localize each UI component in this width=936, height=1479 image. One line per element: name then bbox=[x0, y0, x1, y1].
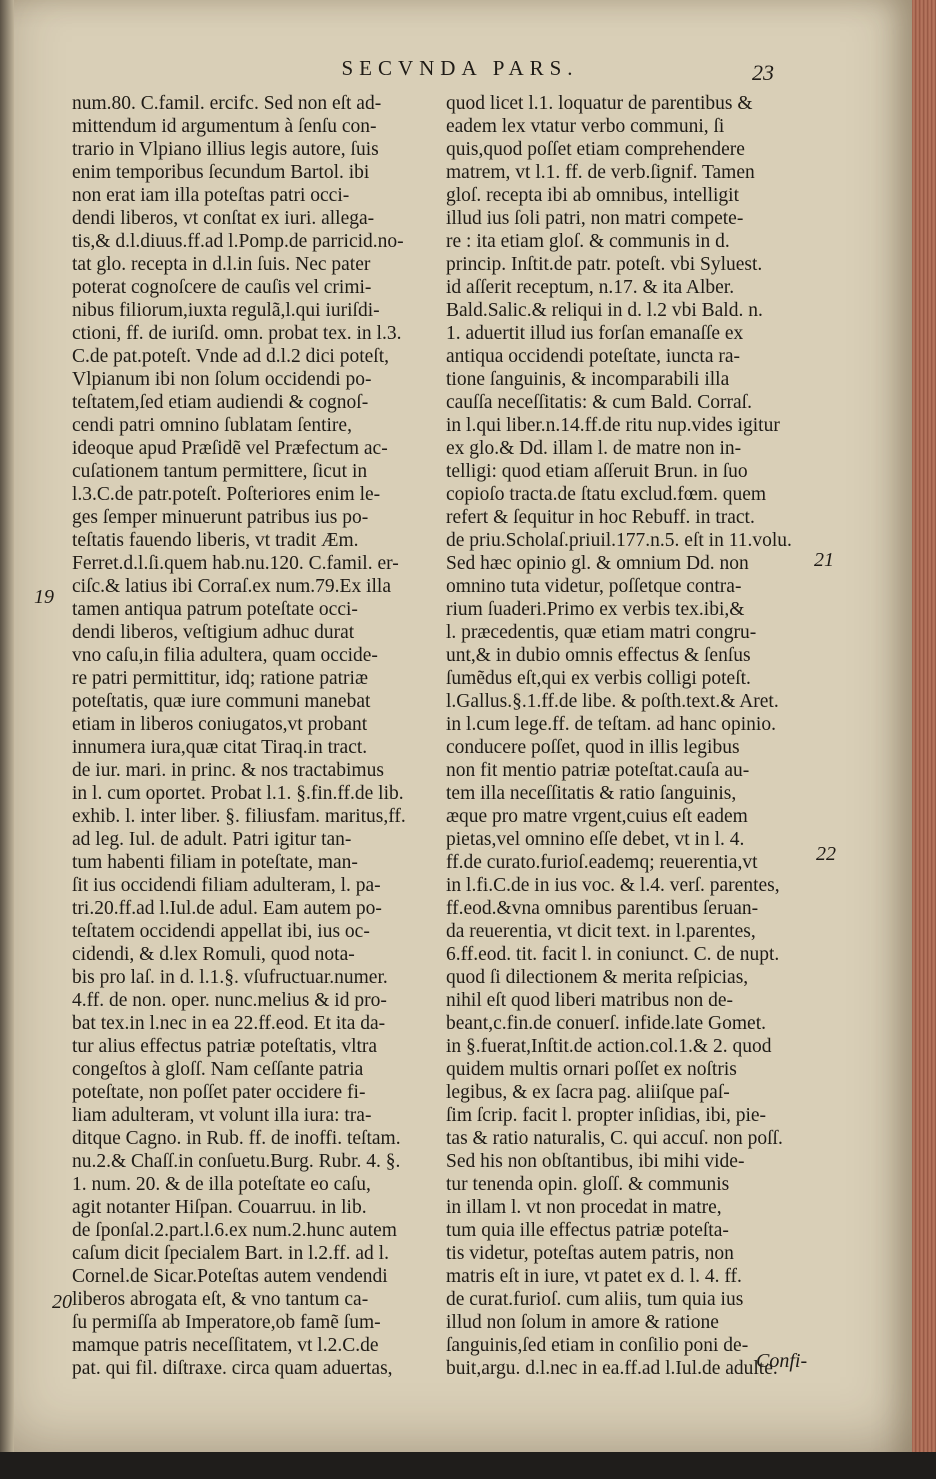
text-line: etiam in liberos coniugatos,vt probant bbox=[72, 714, 368, 735]
text-line: Cornel.de Sicar.Poteſtas autem vendendi bbox=[72, 1266, 388, 1287]
right-text-column bbox=[446, 92, 804, 1380]
text-line: re : ita etiam gloſ. & communis in d. bbox=[446, 231, 730, 252]
text-line: ges ſemper minuerunt patribus ius po- bbox=[72, 507, 369, 528]
text-line: ctioni, ff. de iuriſd. omn. probat tex. in l.3. bbox=[72, 323, 402, 344]
folio-number: 23 bbox=[752, 60, 774, 85]
text-line: cuſationem tantum permittere, ſicut in bbox=[72, 461, 368, 482]
text-line: tum habenti filiam in poteſtate, man- bbox=[72, 852, 358, 873]
text-line: nihil eſt quod liberi matribus non de- bbox=[446, 990, 734, 1011]
text-line: matrem, vt l.1. ff. de verb.ſignif. Tamen bbox=[446, 162, 755, 183]
text-line: æque pro matre vrgent,cuius eſt eadem bbox=[446, 806, 748, 827]
text-line: trario in Vlpiano illius legis autore, ſuis bbox=[72, 139, 379, 160]
text-line: bis pro laſ. in d. l.1.§. vſufructuar.numer. bbox=[72, 967, 388, 988]
text-line: tamen antiqua patrum poteſtate occi- bbox=[72, 599, 358, 620]
text-line: tis videtur, poteſtas autem patris, non bbox=[446, 1243, 734, 1264]
text-line: 1. aduertit illud ius forſan emanaſſe ex bbox=[446, 323, 744, 344]
text-line: C.de pat.poteſt. Vnde ad d.l.2 dici poteſt, bbox=[72, 346, 389, 367]
page-fore-edge bbox=[912, 0, 936, 1479]
text-line: in l.cum lege.ff. de teſtam. ad hanc opinio. bbox=[446, 714, 776, 735]
text-line: num.80. C.famil. ercifc. Sed non eſt ad- bbox=[72, 93, 382, 114]
text-line: pat. qui fil. diſtraxe. circa quam aduertas, bbox=[72, 1358, 393, 1379]
text-line: refert & ſequitur in hoc Rebuff. in tract. bbox=[446, 507, 755, 528]
text-line: l.Gallus.§.1.ff.de libe. & poſth.text.& Aret. bbox=[446, 691, 779, 712]
text-line: antiqua occidendi poteſtate, iuncta ra- bbox=[446, 346, 740, 367]
text-line: ff.eod.&vna omnibus parentibus ſeruan- bbox=[446, 898, 759, 919]
text-line: tem illa neceſſitatis & ratio ſanguinis, bbox=[446, 783, 737, 804]
text-line: exhib. l. inter liber. §. filiusfam. maritus,ff. bbox=[72, 806, 406, 827]
text-line: in illam l. vt non procedat in matre, bbox=[446, 1197, 722, 1218]
text-line: tas & ratio naturalis, C. qui accuſ. non poſſ. bbox=[446, 1128, 783, 1149]
text-line: quis,quod poſſet etiam comprehendere bbox=[446, 139, 745, 160]
text-line: quod licet l.1. loquatur de parentibus & bbox=[446, 93, 753, 114]
text-line: in l.fi.C.de in ius voc. & l.4. verſ. parentes, bbox=[446, 875, 780, 896]
text-line: eadem lex vtatur verbo communi, ſi bbox=[446, 116, 725, 137]
text-line: ff.de curato.furioſ.eademq; reuerentia,vt bbox=[446, 852, 758, 873]
text-line: congeſtos à gloſſ. Nam ceſſante patria bbox=[72, 1059, 364, 1080]
text-line: in l. cum oportet. Probat l.1. §.fin.ff.de lib. bbox=[72, 783, 404, 804]
text-line: Ferret.d.l.ſi.quem hab.nu.120. C.famil. er- bbox=[72, 553, 399, 574]
text-line: buit,argu. d.l.nec in ea.ff.ad l.Iul.de adulte. bbox=[446, 1358, 778, 1379]
text-line: 4.ff. de non. oper. nunc.melius & id pro- bbox=[72, 990, 387, 1011]
text-line: caſum dicit ſpecialem Bart. in l.2.ff. ad l. bbox=[72, 1243, 389, 1264]
text-line: telligi: quod etiam aſſeruit Brun. in ſuo bbox=[446, 461, 748, 482]
text-line: de iur. mari. in princ. & nos tractabimus bbox=[72, 760, 384, 781]
text-line: l. præcedentis, quæ etiam matri congru- bbox=[446, 622, 757, 643]
text-line: illud ius ſoli patri, non matri compete- bbox=[446, 208, 744, 229]
text-line: enim temporibus ſecundum Bartol. ibi bbox=[72, 162, 370, 183]
margin-number-19: 19 bbox=[34, 586, 54, 608]
text-line: Sed hæc opinio gl. & omnium Dd. non bbox=[446, 553, 749, 574]
text-line: poterat cognoſcere de cauſis vel crimi- bbox=[72, 277, 372, 298]
text-line: 6.ff.eod. tit. facit l. in coniunct. C. de nupt. bbox=[446, 944, 780, 965]
text-line: tur alius effectus patriæ poteſtatis, vltra bbox=[72, 1036, 378, 1057]
text-line: nu.2.& Chaſſ.in conſuetu.Burg. Rubr. 4. §. bbox=[72, 1151, 401, 1172]
text-line: Sed his non obſtantibus, ibi mihi vide- bbox=[446, 1151, 745, 1172]
text-line: ad leg. Iul. de adult. Patri igitur tan- bbox=[72, 829, 352, 850]
text-line: pietas,vel omnino eſſe debet, vt in l. 4. bbox=[446, 829, 745, 850]
text-line: legibus, & ex ſacra pag. aliiſque paſ- bbox=[446, 1082, 730, 1103]
text-line: nibus filiorum,iuxta regulã,l.qui iuriſdi- bbox=[72, 300, 380, 321]
text-line: gloſ. recepta ibi ab omnibus, intelligit bbox=[446, 185, 739, 206]
text-line: tur tenenda opin. gloſſ. & communis bbox=[446, 1174, 730, 1195]
text-line: tione ſanguinis, & incomparabili illa bbox=[446, 369, 730, 390]
text-line: ideoque apud Præſidẽ vel Præfectum ac- bbox=[72, 438, 388, 459]
margin-number-20: 20 bbox=[52, 1291, 72, 1313]
catchword: Confi- bbox=[756, 1350, 808, 1372]
text-line: liberos abrogata eſt, & vno tantum ca- bbox=[72, 1289, 369, 1310]
text-line: rium ſuaderi.Primo ex verbis tex.ibi,& bbox=[446, 599, 745, 620]
text-line: Vlpianum ibi non ſolum occidendi po- bbox=[72, 369, 372, 390]
text-line: ſanguinis,ſed etiam in conſilio poni de- bbox=[446, 1335, 749, 1356]
text-line: in §.fuerat,Inſtit.de action.col.1.& 2. quod bbox=[446, 1036, 772, 1057]
text-line: tri.20.ff.ad l.Iul.de adul. Eam autem po- bbox=[72, 898, 382, 919]
text-line: id aſſerit receptum, n.17. & ita Alber. bbox=[446, 277, 735, 298]
text-line: quidem multis ornari poſſet ex noſtris bbox=[446, 1059, 737, 1080]
text-line: unt,& in dubio omnis effectus & ſenſus bbox=[446, 645, 751, 666]
text-line: da reuerentia, vt dicit text. in l.parentes, bbox=[446, 921, 756, 942]
running-head: SECVNDA PARS. bbox=[341, 56, 579, 80]
text-line: non erat iam illa poteſtas patri occi- bbox=[72, 185, 350, 206]
text-line: 1. num. 20. & de illa poteſtate eo caſu, bbox=[72, 1174, 371, 1195]
text-line: ex glo.& Dd. illam l. de matre non in- bbox=[446, 438, 742, 459]
text-line: in l.qui liber.n.14.ff.de ritu nup.vides igitur bbox=[446, 415, 780, 436]
text-line: ſu permiſſa ab Imperatore,ob famẽ ſum- bbox=[72, 1312, 381, 1333]
margin-number-21: 21 bbox=[814, 549, 834, 571]
text-line: princip. Inſtit.de patr. poteſt. vbi Syluest. bbox=[446, 254, 763, 275]
text-line: cauſſa neceſſitatis: & cum Bald. Corraſ. bbox=[446, 392, 752, 413]
text-line: teſtatis fauendo liberis, vt tradit Æm. bbox=[72, 530, 359, 551]
text-line: copioſo tracta.de ſtatu exclud.fœm. quem bbox=[446, 484, 767, 505]
text-line: ditque Cagno. in Rub. ff. de inoffi. teſtam. bbox=[72, 1128, 401, 1149]
margin-number-22: 22 bbox=[816, 843, 836, 865]
text-line: matris eſt in iure, vt patet ex d. l. 4. ff. bbox=[446, 1266, 742, 1287]
text-line: omnino tuta videtur, poſſetque contra- bbox=[446, 576, 742, 597]
text-line: bat tex.in l.nec in ea 22.ff.eod. Et ita da- bbox=[72, 1013, 386, 1034]
text-line: innumera iura,quæ citat Tiraq.in tract. bbox=[72, 737, 368, 758]
text-line: ciſc.& latius ibi Corraſ.ex num.79.Ex illa bbox=[72, 576, 391, 597]
page-gutter-shadow bbox=[0, 0, 14, 1479]
left-text-column bbox=[72, 92, 430, 1380]
text-line: quod ſi dilectionem & merita reſpicias, bbox=[446, 967, 749, 988]
text-line: conducere poſſet, quod in illis legibus bbox=[446, 737, 740, 758]
text-line: teſtatem occidendi appellat ibi, ius oc- bbox=[72, 921, 370, 942]
text-line: mamque patris neceſſitatem, vt l.2.C.de bbox=[72, 1335, 379, 1356]
text-line: ſim ſcrip. facit l. propter inſidias, ibi, pie- bbox=[446, 1105, 767, 1126]
text-line: agit notanter Hiſpan. Couarruu. in lib. bbox=[72, 1197, 367, 1218]
text-line: tum quia ille effectus patriæ poteſta- bbox=[446, 1220, 729, 1241]
text-line: Bald.Salic.& reliqui in d. l.2 vbi Bald. n. bbox=[446, 300, 763, 321]
text-line: vno caſu,in filia adultera, quam occide- bbox=[72, 645, 378, 666]
text-line: dendi liberos, veſtigium adhuc durat bbox=[72, 622, 355, 643]
text-line: teſtatem,ſed etiam audiendi & cognoſ- bbox=[72, 392, 369, 413]
text-line: de curat.furioſ. cum aliis, tum quia ius bbox=[446, 1289, 744, 1310]
text-line: illud non ſolum in amore & ratione bbox=[446, 1312, 719, 1333]
text-line: non fit mentio patriæ poteſtat.cauſa au- bbox=[446, 760, 750, 781]
text-line: dendi liberos, vt conſtat ex iuri. allega- bbox=[72, 208, 375, 229]
text-line: de ſponſal.2.part.l.6.ex num.2.hunc autem bbox=[72, 1220, 397, 1241]
text-line: poteſtate, non poſſet pater occidere fi- bbox=[72, 1082, 366, 1103]
text-line: ſumẽdus eſt,qui ex verbis colligi poteſt. bbox=[446, 668, 751, 689]
text-line: cendi patri omnino ſublatam ſentire, bbox=[72, 415, 352, 436]
text-line: re patri permittitur, idq; ratione patriæ bbox=[72, 668, 368, 689]
text-line: mittendum id argumentum à ſenſu con- bbox=[72, 116, 377, 137]
scan-bottom-edge bbox=[0, 1452, 936, 1479]
text-line: cidendi, & d.lex Romuli, quod nota- bbox=[72, 944, 355, 965]
text-line: tat glo. recepta in d.l.in ſuis. Nec pater bbox=[72, 254, 371, 275]
text-line: beant,c.fin.de conuerſ. infide.late Gomet. bbox=[446, 1013, 766, 1034]
text-line: de priu.Scholaſ.priuil.177.n.5. eſt in 11.volu. bbox=[446, 530, 792, 551]
text-line: tis,& d.l.diuus.ff.ad l.Pomp.de parricid.no- bbox=[72, 231, 404, 252]
text-line: l.3.C.de patr.poteſt. Poſteriores enim le- bbox=[72, 484, 381, 505]
text-line: ſit ius occidendi filiam adulteram, l. pa- bbox=[72, 875, 381, 896]
text-line: poteſtatis, quæ iure communi manebat bbox=[72, 691, 371, 712]
text-line: liam adulteram, vt volunt illa iura: tra- bbox=[72, 1105, 372, 1126]
